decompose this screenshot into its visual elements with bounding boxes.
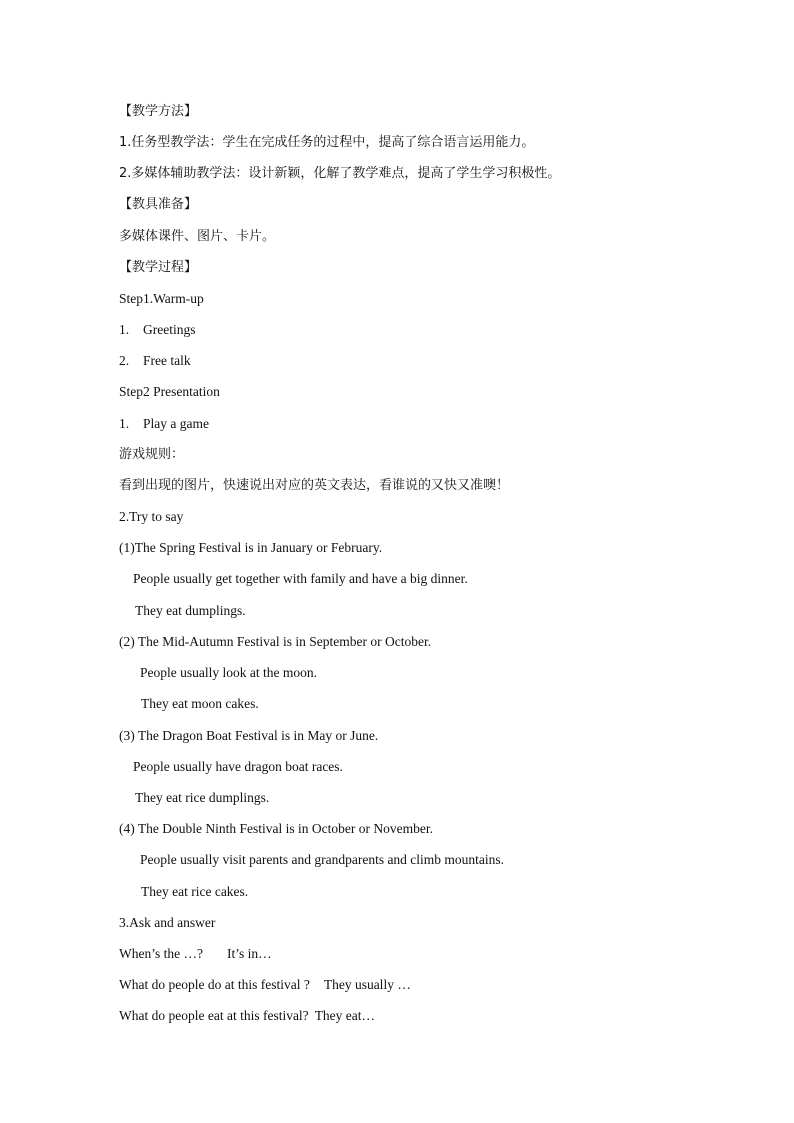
- step2-title: Step2 Presentation: [119, 384, 220, 399]
- festival-2-line-3: They eat moon cakes.: [141, 696, 259, 711]
- festival-1-line-1: (1)The Spring Festival is in January or February.: [119, 540, 383, 555]
- qa-row-1: [119, 945, 272, 963]
- game-rules-label: 游戏规则：: [119, 447, 185, 462]
- teaching-method-item-2: 2.多媒体辅助教学法：设计新颖，化解了教学难点，提高了学生学习积极性。: [119, 166, 561, 181]
- festival-3-line-3: They eat rice dumplings.: [135, 790, 270, 805]
- festival-2-line-1: (2) The Mid-Autumn Festival is in September or October.: [119, 634, 432, 649]
- qa-3-answer: They eat…: [314, 1008, 376, 1023]
- step1-item-2-number: 2.: [119, 353, 130, 368]
- step1-item-1: [119, 321, 195, 339]
- qa-2-answer: They usually …: [323, 977, 411, 992]
- qa-1-answer: It’s in…: [226, 946, 272, 961]
- teaching-process-heading: 【教学过程】: [119, 260, 198, 275]
- game-rules-text: 看到出现的图片，快速说出对应的英文表达，看谁说的又快又准噢！: [119, 478, 510, 493]
- qa-3-question: What do people eat at this festival?: [119, 1008, 309, 1023]
- festival-4-line-2: People usually visit parents and grandparents and climb mountains.: [140, 852, 505, 867]
- teaching-method-item-1: 1.任务型教学法：学生在完成任务的过程中，提高了综合语言运用能力。: [119, 135, 535, 150]
- step2-game-number: 1.: [119, 416, 130, 431]
- step1-item-1-text: Greetings: [143, 322, 196, 337]
- festival-4-line-3: They eat rice cakes.: [141, 884, 249, 899]
- festival-1-line-3: They eat dumplings.: [135, 603, 246, 618]
- step1-item-2: [119, 352, 191, 370]
- festival-4-line-1: (4) The Double Ninth Festival is in October or November.: [119, 821, 433, 836]
- ask-and-answer-title: 3.Ask and answer: [119, 915, 216, 930]
- qa-row-3: [119, 1007, 375, 1025]
- try-to-say-title: 2.Try to say: [119, 509, 184, 524]
- step1-item-2-text: Free talk: [143, 353, 191, 368]
- festival-2-line-2: People usually look at the moon.: [140, 665, 317, 680]
- teaching-aids-heading: 【教具准备】: [119, 197, 198, 212]
- step1-item-1-number: 1.: [119, 322, 130, 337]
- step2-game-item: [119, 415, 209, 433]
- qa-2-question: What do people do at this festival ?: [119, 977, 310, 992]
- teaching-methods-heading: 【教学方法】: [119, 104, 198, 119]
- qa-1-question: When’s the …?: [119, 946, 203, 961]
- teaching-aids-text: 多媒体课件、图片、卡片。: [119, 229, 276, 244]
- step2-game-text: Play a game: [143, 416, 209, 431]
- qa-row-2: [119, 976, 411, 994]
- festival-3-line-1: (3) The Dragon Boat Festival is in May or June.: [119, 728, 379, 743]
- festival-1-line-2: People usually get together with family and have a big dinner.: [133, 571, 468, 586]
- step1-title: Step1.Warm-up: [119, 291, 204, 306]
- festival-3-line-2: People usually have dragon boat races.: [133, 759, 343, 774]
